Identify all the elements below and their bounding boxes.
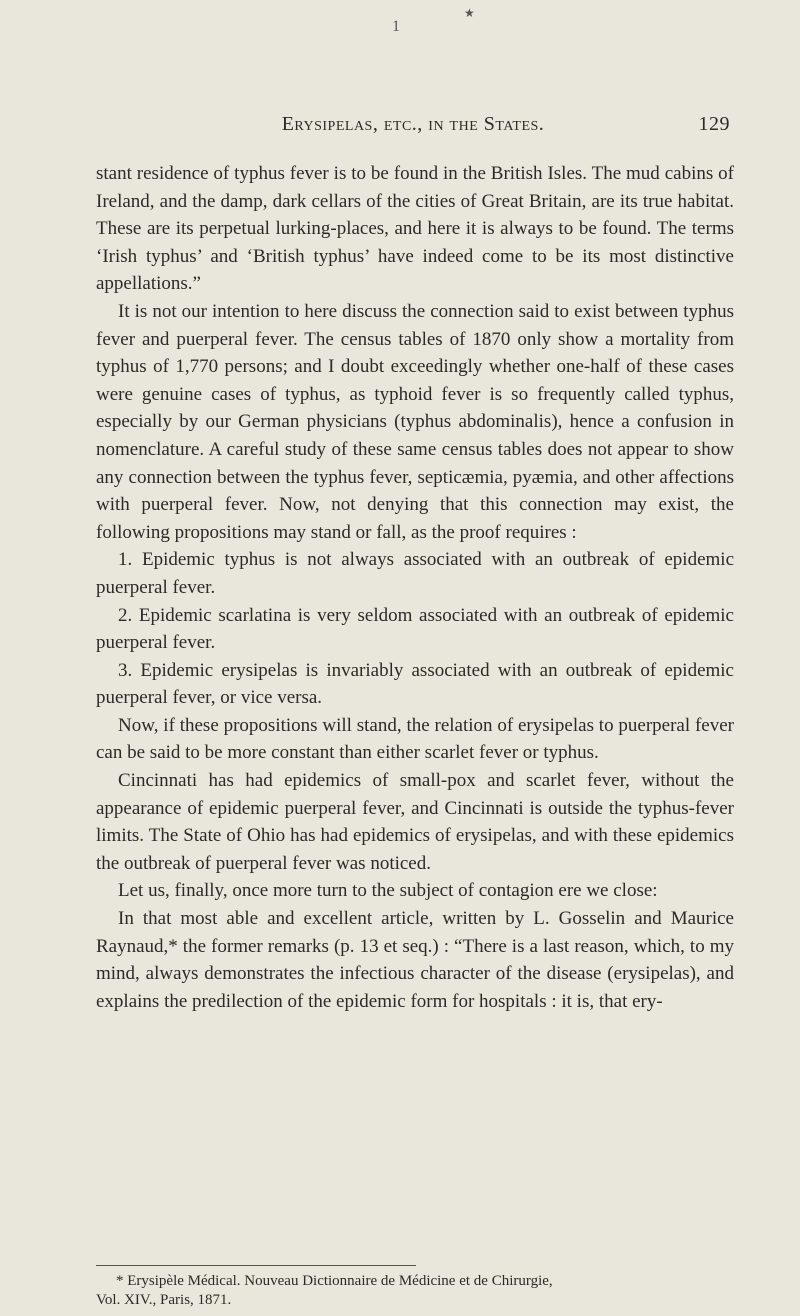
paragraph: In that most able and excellent article, written by L. Gosselin and Maurice Raynaud,* the former remarks (p. 13 et seq.) : “There is a last reason, which, to my mind, always demonstrates the infectious character of the disease (erysipelas), and explains the predilection of the epidemic form for hospitals : it is, that ery- [96,908,734,1012]
footnote-divider [96,1265,416,1266]
paragraph: stant residence of typhus fever is to be found in the British Isles. The mud cabins of Ireland, and the damp, dark cellars of the cities of Great Britain, are its true habitat. These are its perpetual lurking-places, and here it is always to be found. The terms ‘Irish typhus’ and ‘British typhus’ have indeed come to be its most distinctive appellations.” [96,163,734,295]
proposition-item: 2. Epidemic scarlatina is very seldom associated with an outbreak of epidemic puerperal fever. [96,604,734,654]
footnote [96,1272,746,1310]
body-text [96,160,734,1015]
proposition-item: 3. Epidemic erysipelas is invariably associated with an outbreak of epidemic puerperal fever, or vice versa. [96,659,734,709]
paragraph: It is not our intention to here discuss the connection said to exist between typhus fever and puerperal fever. The census tables of 1870 only show a mortality from typhus of 1,770 persons; and I doubt exceedingly whether one-half of these cases were genuine cases of typhus, as typhoid fever is so frequently called typhus, especially by our German physicians (typhus abdominalis), hence a confusion in nomenclature. A careful study of these same census tables does not appear to show any connection between the typhus fever, septicæmia, pyæmia, and other affections with puerperal fever. Now, not denying that this connection may exist, the following propositions may stand or fall, as the proof requires : [96,300,734,543]
paragraph: Let us, finally, once more turn to the subject of contagion ere we close: [118,880,658,902]
page-mark: 1 [392,18,400,35]
page-number: 129 [698,113,730,135]
proposition-item: 1. Epidemic typhus is not always associated with an outbreak of epidemic puerperal fever. [96,549,734,598]
footnote-line: Vol. XIV., Paris, 1871. [96,1292,232,1308]
top-marks [392,6,475,36]
paragraph: Cincinnati has had epidemics of small-pox and scarlet fever, without the appearance of epidemic puerperal fever, and Cincinnati is outside the typhus-fever limits. The State of Ohio has had epidemics of erysipelas, and with these epidemics the outbreak of puerperal fever was noticed. [96,770,734,874]
footnote-line: * Erysipèle Médical. Nouveau Dictionnaire de Médicine et de Chirurgie, [116,1273,553,1289]
running-title: Erysipelas, etc., in the States. [281,113,545,135]
running-header [96,113,730,139]
star-mark-icon: ★ [464,6,475,20]
paragraph: Now, if these propositions will stand, the relation of erysipelas to puerperal fever can be said to be more constant than either scarlet fever or typhus. [96,714,734,764]
